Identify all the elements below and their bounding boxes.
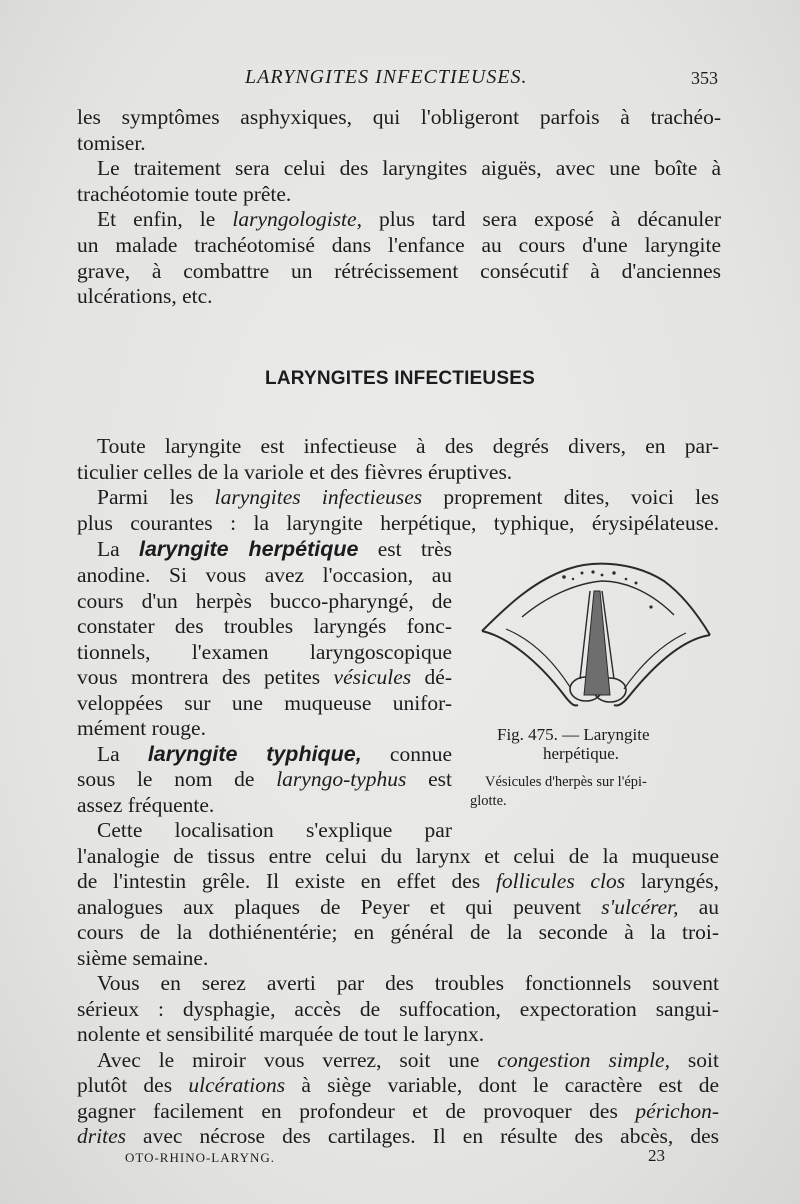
right-inner-fold [624,633,686,689]
text-line: un malade trachéotomisé dans l'enfance au cours d'une laryngite [77,233,721,257]
text-line [97,741,452,767]
text-line: ticulier celles de la variole et des fièvres éruptives. [77,460,513,484]
emphasis: périchon- [635,1099,719,1123]
figure-caption: Fig. 475. — Laryngite [497,725,650,744]
emphasis: s'ulcérer, [601,895,679,919]
text-line: sième semaine. [77,946,209,970]
text-line [77,1123,719,1149]
text-span: laryngés, [625,869,720,893]
text-line [77,766,452,792]
emphasis: follicules clos [495,869,626,893]
text-line: plus courantes : la laryngite herpétique, typhique, érysipélateuse. [77,511,719,535]
figure-caption: herpétique. [543,744,619,763]
sheet-number: 23 [648,1146,665,1165]
text-line: cours d'un herpès bucco-pharyngé, de [77,589,452,613]
text-line: Vous en serez averti par des troubles fonctionnels souvent [97,971,719,995]
text-span: à siège variable, dont le caractère est de [285,1073,719,1097]
text-line: constater des troubles laryngés fonc- [77,614,452,638]
text-span: avec nécrose des cartilages. Il en résulte des abcès, des [125,1124,719,1148]
text-line: grave, à combattre un rétrécissement consécutif à d'anciennes [77,259,721,283]
text-span: gagner facilement en profondeur et de provoquer des [77,1099,636,1123]
text-line: Toute laryngite est infectieuse à des degrés divers, en par- [97,434,719,458]
running-title: LARYNGITES INFECTIEUSES. [245,66,528,88]
text-span: soit [669,1048,719,1072]
emphasis: laryngo-typhus [276,767,407,791]
text-line [77,664,452,690]
text-line: assez fréquente. [77,793,215,817]
text-span: au [678,895,720,919]
text-line: nolente et sensibilité marquée de tout le larynx. [77,1022,485,1046]
signature-mark: OTO-RHINO-LARYNG. [125,1150,276,1165]
text-line: anodine. Si vous avez l'occasion, au [77,563,452,587]
text-line [97,536,452,562]
text-line: tomiser. [77,131,146,155]
text-span: proprement dites, voici les [422,485,719,509]
text-span: Avec le miroir vous verrez, soit une [97,1048,498,1072]
text-line: ulcérations, etc. [77,284,213,308]
text-line [77,1072,719,1098]
text-span: Parmi les [97,485,215,509]
emphasis: drites [77,1124,126,1148]
text-line [77,894,719,920]
section-heading: LARYNGITES INFECTIEUSES [265,368,535,389]
figure-legend: Vésicules d'herpès sur l'épi- [485,774,647,790]
text-span: vous montrera des petites [77,665,334,689]
emphasis: congestion simple, [497,1048,670,1072]
text-span: connue [361,742,452,766]
emphasis: vésicules [333,665,412,689]
text-span: dé- [411,665,452,689]
bold-term: laryngite herpétique [139,537,359,561]
text-span: La [97,742,148,766]
text-span: La [97,537,139,561]
text-span: plutôt des [77,1073,189,1097]
right-aryepiglottic-fold [614,635,710,706]
text-line: Le traitement sera celui des laryngites aiguës, avec une boîte à [97,156,721,180]
bold-term: laryngite typhique, [147,742,362,766]
figure-legend: glotte. [470,793,507,809]
text-line [77,1098,719,1124]
larynx-figure [478,555,713,720]
text-line: tionnels, l'examen laryngoscopique [77,640,452,664]
page-number: 353 [691,68,718,88]
emphasis: laryngites infectieuses [214,485,423,509]
text-line: sérieux : dysphagie, accès de suffocation, expectoration sangui- [77,997,719,1021]
text-line: trachéotomie toute prête. [77,182,292,206]
emphasis: ulcérations [188,1073,286,1097]
text-line: veloppées sur une muqueuse unifor- [77,691,452,715]
text-line: mément rouge. [77,716,206,740]
emphasis: laryngologiste, [232,207,362,231]
text-line: l'analogie de tissus entre celui du larynx et celui de la muqueuse [77,844,719,868]
text-line [97,1047,719,1073]
text-span: sous le nom de [77,767,277,791]
left-inner-fold [506,629,570,687]
text-span: est très [358,537,452,561]
text-span: de l'intestin grêle. Il existe en effet des [77,869,496,893]
text-line: cours de la dothiénentérie; en général de la seconde à la troi- [77,920,719,944]
text-span: Et enfin, le [97,207,233,231]
text-span: est [406,767,452,791]
text-line [77,868,719,894]
text-line [97,206,721,232]
text-line: Cette localisation s'explique par [97,818,452,842]
text-line [97,484,719,510]
text-line: les symptômes asphyxiques, qui l'obligeront parfois à trachéo- [77,105,721,129]
text-span: plus tard sera exposé à décanuler [361,207,721,231]
text-span: analogues aux plaques de Peyer et qui peuvent [77,895,602,919]
